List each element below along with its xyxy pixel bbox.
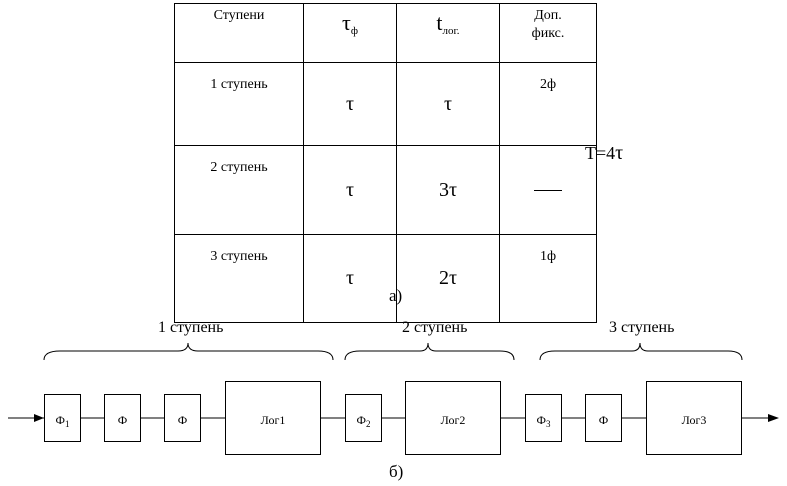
header-t-log-symbol: t (436, 10, 443, 35)
header-stage-text: Ступени (213, 8, 265, 23)
block-f3 (525, 394, 562, 442)
block-f2 (345, 394, 382, 442)
cell-tau-f: τ (304, 146, 397, 235)
block-log1 (225, 381, 321, 455)
block-log2 (405, 381, 501, 455)
cell-extra-fix: 1ф (500, 235, 597, 323)
block-log1-label: Лог1 (260, 413, 286, 427)
cell-stage: 1 ступень (175, 63, 304, 146)
cell-tau-f: τ (304, 235, 397, 323)
header-tau-f-symbol: τ (342, 10, 351, 35)
block-f2-label: Ф (356, 413, 366, 427)
block-log2-label: Лог2 (440, 413, 466, 427)
block-f-a (104, 394, 141, 442)
block-f1-label: Ф (55, 413, 65, 427)
stage-label-2: 2 ступень (402, 319, 468, 336)
header-extra-fix-line1: Доп. (534, 8, 562, 23)
block-log3 (646, 381, 742, 455)
header-t-log-subscript: лог. (442, 25, 460, 37)
brace-stage-1 (44, 343, 333, 360)
period-label: T=4 (585, 143, 616, 163)
brace-stage-2 (345, 343, 514, 360)
block-f-b-label: Ф (177, 413, 188, 427)
cell-stage: 2 ступень (175, 146, 304, 235)
block-f1-subscript: 1 (64, 419, 70, 429)
stage-label-3: 3 ступень (609, 319, 675, 336)
cell-t-log: 3τ (397, 146, 500, 235)
block-f3-subscript: 3 (545, 419, 551, 429)
cell-stage: 3 ступень (175, 235, 304, 323)
cell-extra-fix: 2ф (500, 63, 597, 146)
block-f-b (164, 394, 201, 442)
header-extra-fix-line2: фикс. (531, 26, 565, 41)
period-symbol: τ (615, 142, 624, 164)
cell-t-log: 2τ (397, 235, 500, 323)
figure-label-a: а) (389, 286, 403, 305)
block-f2-subscript: 2 (365, 419, 371, 429)
stage-label-1: 1 ступень (158, 319, 224, 336)
input-arrow-head (34, 414, 44, 422)
block-f1 (44, 394, 81, 442)
output-arrow-head (768, 414, 779, 422)
block-log3-label: Лог3 (681, 413, 707, 427)
cell-t-log: τ (397, 63, 500, 146)
block-f-a-label: Ф (117, 413, 128, 427)
block-f-c-label: Ф (598, 413, 609, 427)
header-tau-f-subscript: ф (350, 25, 358, 37)
block-f3-label: Ф (536, 413, 546, 427)
cell-tau-f: τ (304, 63, 397, 146)
brace-stage-3 (540, 343, 742, 360)
block-f-c (585, 394, 622, 442)
figure-label-b: б) (389, 462, 404, 481)
